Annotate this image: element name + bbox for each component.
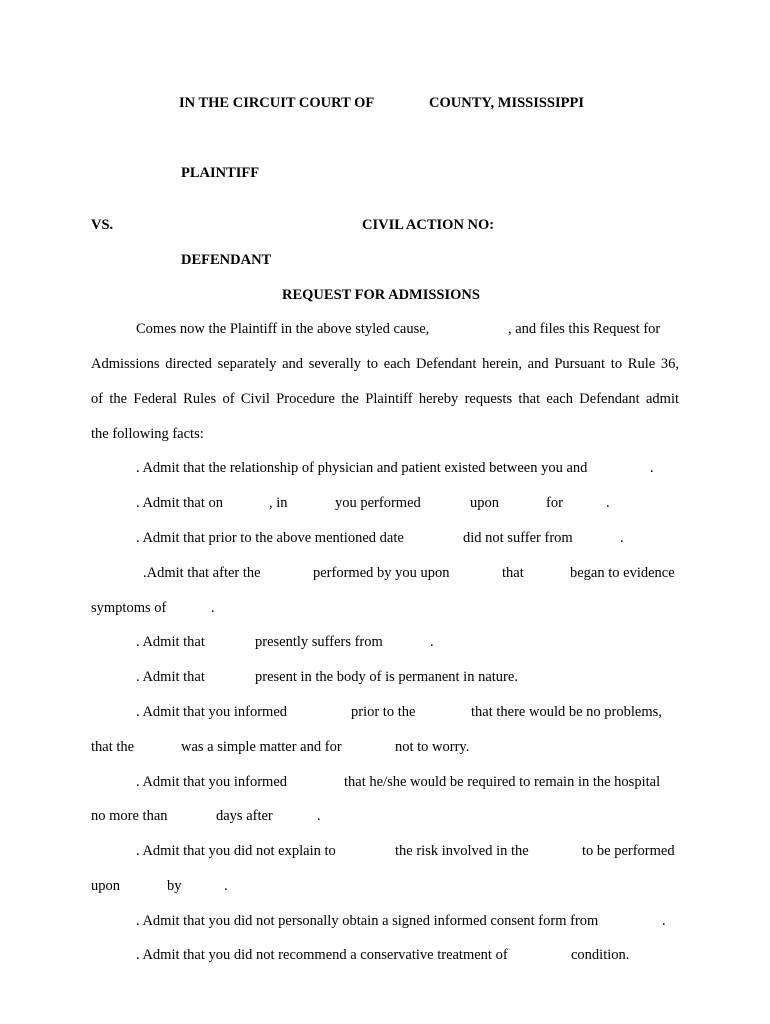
item-9-text: . Admit that you did not explain to: [136, 843, 336, 859]
intro-line-2: Admissions directed separately and severally to each Defendant herein, and Pursuant to Rule 36,: [91, 356, 679, 372]
item-9-performed: to be performed: [582, 843, 675, 859]
item-9-risk: the risk involved in the: [395, 843, 529, 859]
item-2-upon: upon: [470, 495, 499, 511]
item-5-end: .: [430, 634, 434, 650]
intro-line-1b: , and files this Request for: [508, 321, 661, 337]
item-7-problems: that there would be no problems,: [471, 704, 662, 720]
item-7-prior: prior to the: [351, 704, 416, 720]
item-10-text: . Admit that you did not personally obtain a signed informed consent form from: [136, 913, 599, 929]
document-title: REQUEST FOR ADMISSIONS: [282, 287, 480, 303]
intro-line-3: of the Federal Rules of Civil Procedure the Plaintiff hereby requests that each Defendant admit: [91, 391, 679, 407]
item-2-for: for: [546, 495, 563, 511]
item-8-text: . Admit that you informed: [136, 774, 288, 790]
item-9-end: .: [224, 878, 228, 894]
court-heading-suffix: COUNTY, MISSISSIPPI: [429, 95, 584, 111]
item-7-text: . Admit that you informed: [136, 704, 288, 720]
intro-line-1a: Comes now the Plaintiff in the above styled cause,: [136, 321, 430, 337]
court-heading-prefix: IN THE CIRCUIT COURT OF: [179, 95, 375, 111]
item-4-symptoms: symptoms of: [91, 600, 167, 616]
item-7-simple-matter: was a simple matter and for: [181, 739, 342, 755]
defendant-label: DEFENDANT: [181, 252, 272, 268]
item-8-days-after: days after: [216, 808, 273, 824]
item-5-suffers: presently suffers from: [255, 634, 383, 650]
item-3-suffer: did not suffer from: [463, 530, 573, 546]
item-8-no-more-than: no more than: [91, 808, 168, 824]
item-6-permanent: present in the body of is permanent in nature.: [255, 669, 518, 685]
item-4-that: that: [502, 565, 524, 581]
item-2-performed: you performed: [335, 495, 421, 511]
item-4-performed: performed by you upon: [313, 565, 450, 581]
item-1-text: . Admit that the relationship of physician and patient existed between you and: [136, 460, 588, 476]
item-2-in: , in: [269, 495, 288, 511]
item-4-text: .Admit that after the: [143, 565, 261, 581]
item-1-end: .: [650, 460, 654, 476]
item-7-worry: not to worry.: [395, 739, 470, 755]
intro-line-4: the following facts:: [91, 426, 204, 442]
item-4-evidence: began to evidence: [570, 565, 675, 581]
item-3-text: . Admit that prior to the above mentioned date: [136, 530, 404, 546]
item-8-end: .: [317, 808, 321, 824]
item-3-end: .: [620, 530, 624, 546]
item-10-end: .: [662, 913, 666, 929]
versus-label: VS.: [91, 217, 114, 233]
item-8-hospital: that he/she would be required to remain in the hospital: [344, 774, 661, 790]
civil-action-label: CIVIL ACTION NO:: [362, 217, 495, 233]
item-4-end: .: [211, 600, 215, 616]
item-6-text: . Admit that: [136, 669, 205, 685]
item-11-text: . Admit that you did not recommend a conservative treatment of: [136, 947, 508, 963]
item-9-by: by: [167, 878, 182, 894]
item-5-text: . Admit that: [136, 634, 205, 650]
item-9-upon: upon: [91, 878, 120, 894]
item-2-text: . Admit that on: [136, 495, 223, 511]
plaintiff-label: PLAINTIFF: [181, 165, 260, 181]
item-7-that-the: that the: [91, 739, 135, 755]
item-11-condition: condition.: [571, 947, 630, 963]
item-2-end: .: [606, 495, 610, 511]
